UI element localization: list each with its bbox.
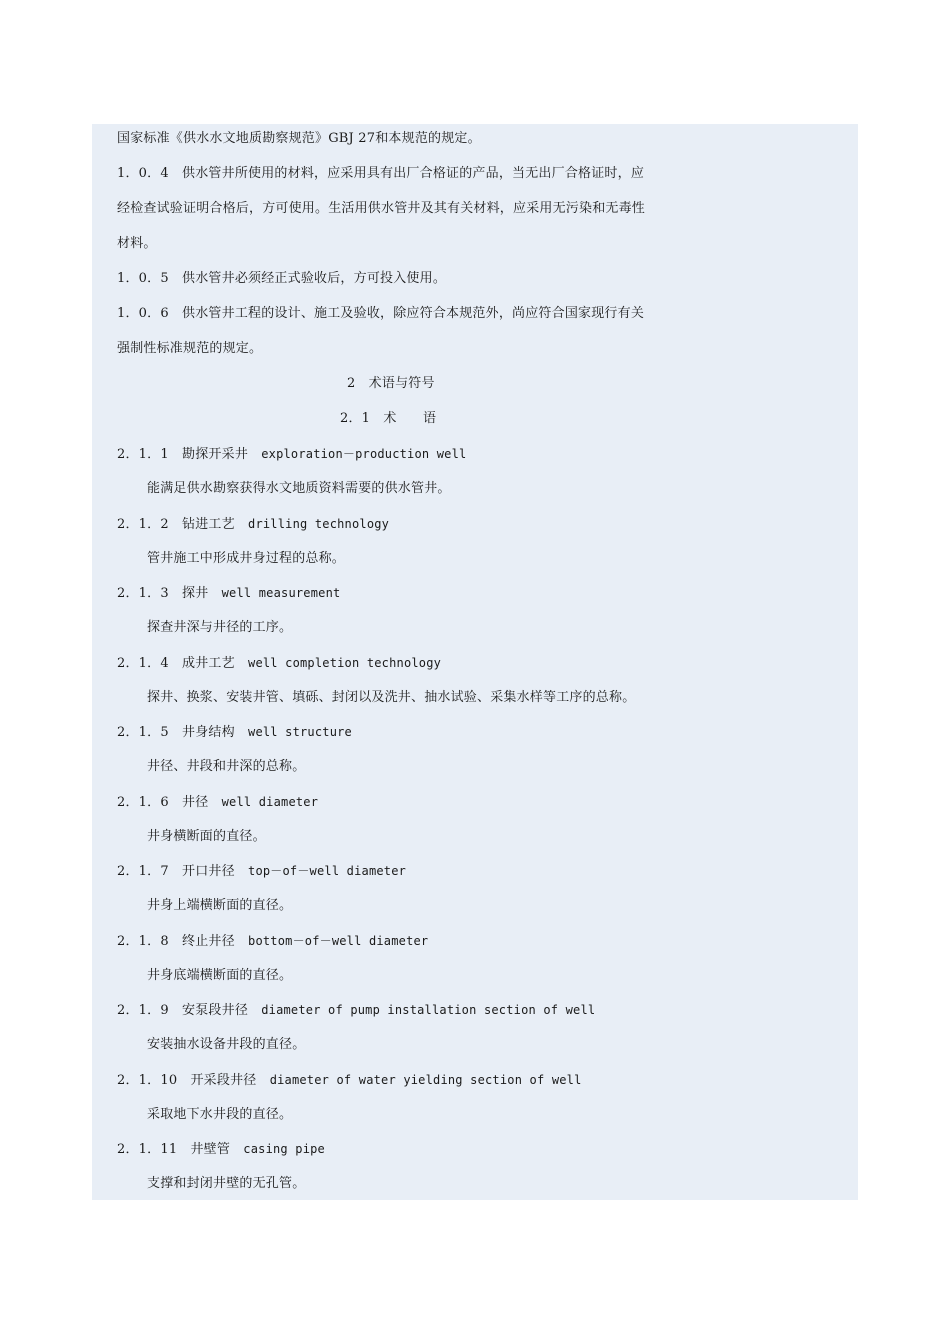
term-heading	[117, 515, 389, 534]
term-heading	[117, 654, 441, 673]
term-english: drilling technology	[248, 517, 390, 531]
term-number: 2．1．5	[117, 725, 183, 740]
term-english: casing pipe	[243, 1142, 325, 1156]
term-english: diameter of water yielding section of well	[269, 1073, 582, 1087]
term-definition: 探查井深与井径的工序。	[147, 620, 293, 635]
term-name: 开采段井径	[190, 1073, 270, 1088]
term-name: 勘探开采井	[182, 447, 262, 462]
chapter-title: 2 术语与符号	[347, 376, 435, 391]
term-english: diameter of pump installation section of well	[261, 1003, 596, 1017]
term-definition: 支撑和封闭井壁的无孔管。	[147, 1176, 306, 1191]
term-english: well completion technology	[248, 656, 442, 670]
term-heading	[117, 1001, 595, 1020]
term-name: 开口井径	[182, 864, 249, 879]
paragraph-line: 国家标准《供水水文地质勘察规范》GBJ 27和本规范的规定。	[117, 131, 481, 146]
term-number: 2．1．1	[117, 447, 183, 462]
term-heading	[117, 793, 318, 812]
term-english: well diameter	[221, 795, 319, 809]
term-number: 2．1．6	[117, 795, 183, 810]
clause-1-0-6: 1．0．6 供水管井工程的设计、施工及验收，除应符合本规范外，尚应符合国家现行有关	[117, 306, 645, 321]
clause-1-0-4: 1．0．4 供水管井所使用的材料，应采用具有出厂合格证的产品，当无出厂合格证时，应	[117, 166, 645, 181]
term-number: 2．1．4	[117, 656, 183, 671]
term-definition: 采取地下水井段的直径。	[147, 1107, 293, 1122]
term-name: 井径	[182, 795, 222, 810]
paragraph-line: 强制性标准规范的规定。	[117, 341, 263, 356]
term-number: 2．1．11	[117, 1142, 191, 1157]
term-number: 2．1．8	[117, 934, 183, 949]
term-heading	[117, 445, 466, 464]
term-definition: 井身横断面的直径。	[147, 829, 266, 844]
term-definition: 井径、井段和井深的总称。	[147, 759, 306, 774]
term-number: 2．1．2	[117, 517, 183, 532]
paragraph-line: 材料。	[117, 236, 157, 251]
clause-1-0-5: 1．0．5 供水管井必须经正式验收后，方可投入使用。	[117, 271, 447, 286]
term-name: 终止井径	[182, 934, 249, 949]
term-heading	[117, 723, 352, 742]
term-definition: 探井、换浆、安装井管、填砾、封闭以及洗井、抽水试验、采集水样等工序的总称。	[147, 690, 636, 705]
term-number: 2．1．7	[117, 864, 183, 879]
term-definition: 管井施工中形成井身过程的总称。	[147, 551, 346, 566]
term-definition: 井身底端横断面的直径。	[147, 968, 293, 983]
term-name: 探井	[182, 586, 222, 601]
term-definition: 井身上端横断面的直径。	[147, 898, 293, 913]
term-number: 2．1．3	[117, 586, 183, 601]
term-number: 2．1．10	[117, 1073, 191, 1088]
term-name: 成井工艺	[182, 656, 249, 671]
term-definition: 安装抽水设备井段的直径。	[147, 1037, 306, 1052]
term-heading	[117, 862, 406, 881]
term-heading	[117, 584, 340, 603]
term-english: well structure	[248, 725, 352, 739]
term-english: exploration－production well	[261, 447, 467, 461]
term-heading	[117, 1071, 582, 1090]
term-english: top－of－well diameter	[248, 864, 407, 878]
section-title: 2．1 术 语	[340, 411, 437, 426]
term-number: 2．1．9	[117, 1003, 183, 1018]
term-english: well measurement	[221, 586, 341, 600]
term-definition: 能满足供水勘察获得水文地质资料需要的供水管井。	[147, 481, 451, 496]
term-name: 井身结构	[182, 725, 249, 740]
term-name: 安泵段井径	[182, 1003, 262, 1018]
term-heading	[117, 932, 428, 951]
term-name: 钻进工艺	[182, 517, 249, 532]
paragraph-line: 经检查试验证明合格后，方可使用。生活用供水管井及其有关材料，应采用无污染和无毒性	[117, 201, 646, 216]
term-heading	[117, 1140, 325, 1159]
term-name: 井壁管	[190, 1142, 244, 1157]
term-english: bottom－of－well diameter	[248, 934, 429, 948]
